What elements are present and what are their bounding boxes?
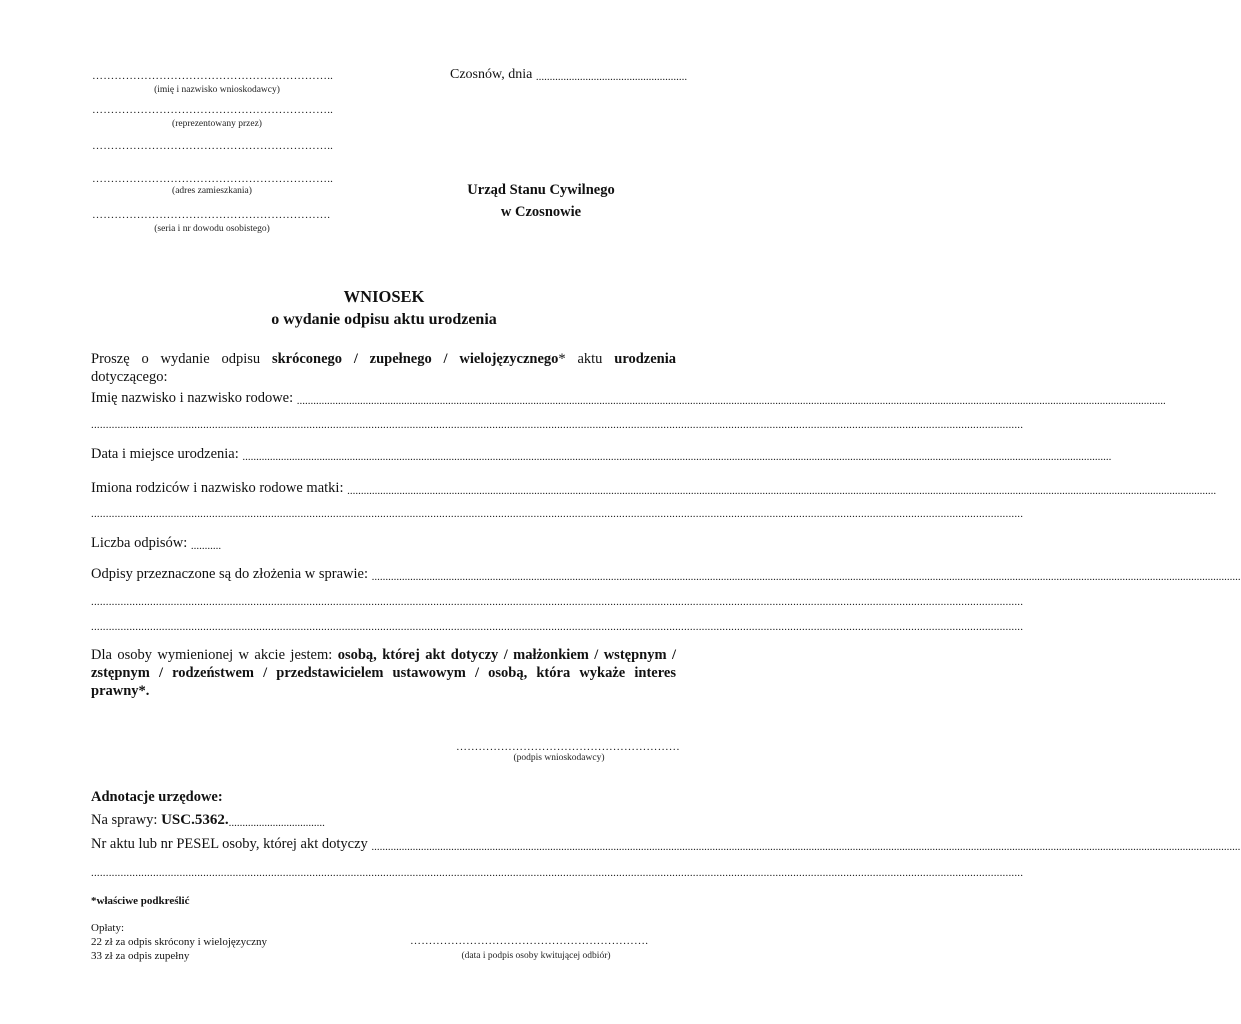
fee-short-copy: 22 zł za odpis skrócony i wielojęzyczny — [91, 936, 267, 948]
receiver-signature-caption: (data i podpis osoby kwitującej odbiór) — [461, 951, 611, 961]
request-line — [91, 350, 676, 368]
full-name-field[interactable]: ............................................................................................................................................................................................................................................................................................................................ — [296, 395, 1166, 407]
office-name-line1: Urząd Stanu Cywilnego — [467, 182, 615, 198]
represented-by-caption: (reprezentowany przez) — [172, 119, 262, 129]
place-date-label: Czosnów, dnia — [450, 67, 533, 82]
request-line-2: dotyczącego: — [91, 369, 168, 385]
act-number-row — [91, 836, 1241, 853]
document-subtitle: o wydanie odpisu aktu urodzenia — [271, 311, 497, 328]
id-document-caption: (seria i nr dowodu osobistego) — [154, 224, 270, 234]
place-date — [450, 67, 688, 83]
fees-label: Opłaty: — [91, 922, 124, 934]
purpose-field-2[interactable]: ............................................................................................................................................................................................................................................................................................................................ — [91, 596, 1024, 608]
case-number-label: Na sprawy: — [91, 812, 162, 828]
purpose-row — [91, 566, 1241, 583]
full-name-field-2[interactable]: ............................................................................................................................................................................................................................................................................................................................ — [91, 419, 1024, 431]
parents-row — [91, 480, 1217, 497]
act-number-field-2[interactable]: ............................................................................................................................................................................................................................................................................................................................ — [91, 867, 1024, 879]
act-number-field[interactable]: ............................................................................................................................................................................................................................................................................................................................ — [371, 841, 1241, 853]
purpose-label: Odpisy przeznaczone są do złożenia w sprawie: — [91, 566, 368, 582]
birth-row — [91, 446, 1112, 463]
purpose-field[interactable]: ............................................................................................................................................................................................................................................................................................................................ — [371, 571, 1241, 583]
relation-options: osobą, której akt dotyczy / małżonkiem / wstępnym / zstępnym / rodzeństwem / przedstawicielem ustawowym / osobą, która wykaże interes prawny*. — [91, 647, 676, 699]
case-number-value: USC.5362. — [161, 812, 229, 828]
date-field[interactable]: ....................................................... — [535, 71, 688, 83]
fee-full-copy: 33 zł za odpis zupełny — [91, 950, 190, 962]
signature-caption: (podpis wnioskodawcy) — [513, 753, 605, 763]
address-field-1[interactable]: ……………………………………………………….. — [92, 140, 334, 152]
signature-field[interactable]: …………………………………………………… — [456, 741, 680, 753]
purpose-field-3[interactable]: ............................................................................................................................................................................................................................................................................................................................ — [91, 621, 1024, 633]
copies-row — [91, 535, 235, 552]
act-type: urodzenia — [614, 351, 677, 367]
birth-field[interactable]: ............................................................................................................................................................................................................................................................................................................................ — [242, 451, 1112, 463]
document-title: WNIOSEK — [343, 287, 425, 306]
parents-field-2[interactable]: ............................................................................................................................................................................................................................................................................................................................ — [91, 508, 1024, 520]
official-annotations-heading: Adnotacje urzędowe: — [91, 789, 223, 805]
applicant-name-caption: (imię i nazwisko wnioskodawcy) — [154, 85, 280, 95]
relation-prefix: Dla osoby wymienionej w akcie jestem: — [91, 647, 338, 663]
request-text-1: Proszę o wydanie odpisu — [91, 351, 272, 367]
parents-field[interactable]: ............................................................................................................................................................................................................................................................................................................................ — [347, 485, 1217, 497]
birth-label: Data i miejsce urodzenia: — [91, 446, 239, 462]
id-document-field[interactable]: ………………………………………………………. — [92, 209, 331, 221]
represented-by-field[interactable]: ……………………………………………………….. — [92, 104, 334, 116]
applicant-name-field[interactable]: ……………………………………………………….. — [92, 70, 334, 82]
case-number-field[interactable]: ................................... — [228, 817, 325, 829]
copies-label: Liczba odpisów: — [91, 535, 188, 551]
office-name-line2: w Czosnowie — [500, 204, 582, 220]
act-number-label: Nr aktu lub nr PESEL osoby, której akt dotyczy — [91, 836, 368, 852]
copy-type-options: skróconego / zupełnego / wielojęzycznego — [271, 351, 559, 367]
address-field-2[interactable]: ……………………………………………………….. — [92, 173, 334, 185]
relation-paragraph — [91, 646, 676, 700]
receiver-signature-field[interactable]: ………………………………………………………. — [410, 935, 649, 947]
case-number-row — [91, 812, 335, 829]
full-name-row — [91, 390, 1166, 407]
full-name-label: Imię nazwisko i nazwisko rodowe: — [91, 390, 294, 406]
parents-label: Imiona rodziców i nazwisko rodowe matki: — [91, 480, 344, 496]
copies-field[interactable]: ........... — [190, 540, 222, 552]
request-text-2: * aktu — [558, 351, 615, 367]
address-caption: (adres zamieszkania) — [172, 186, 252, 196]
underline-note: *właściwe podkreślić — [91, 895, 190, 907]
